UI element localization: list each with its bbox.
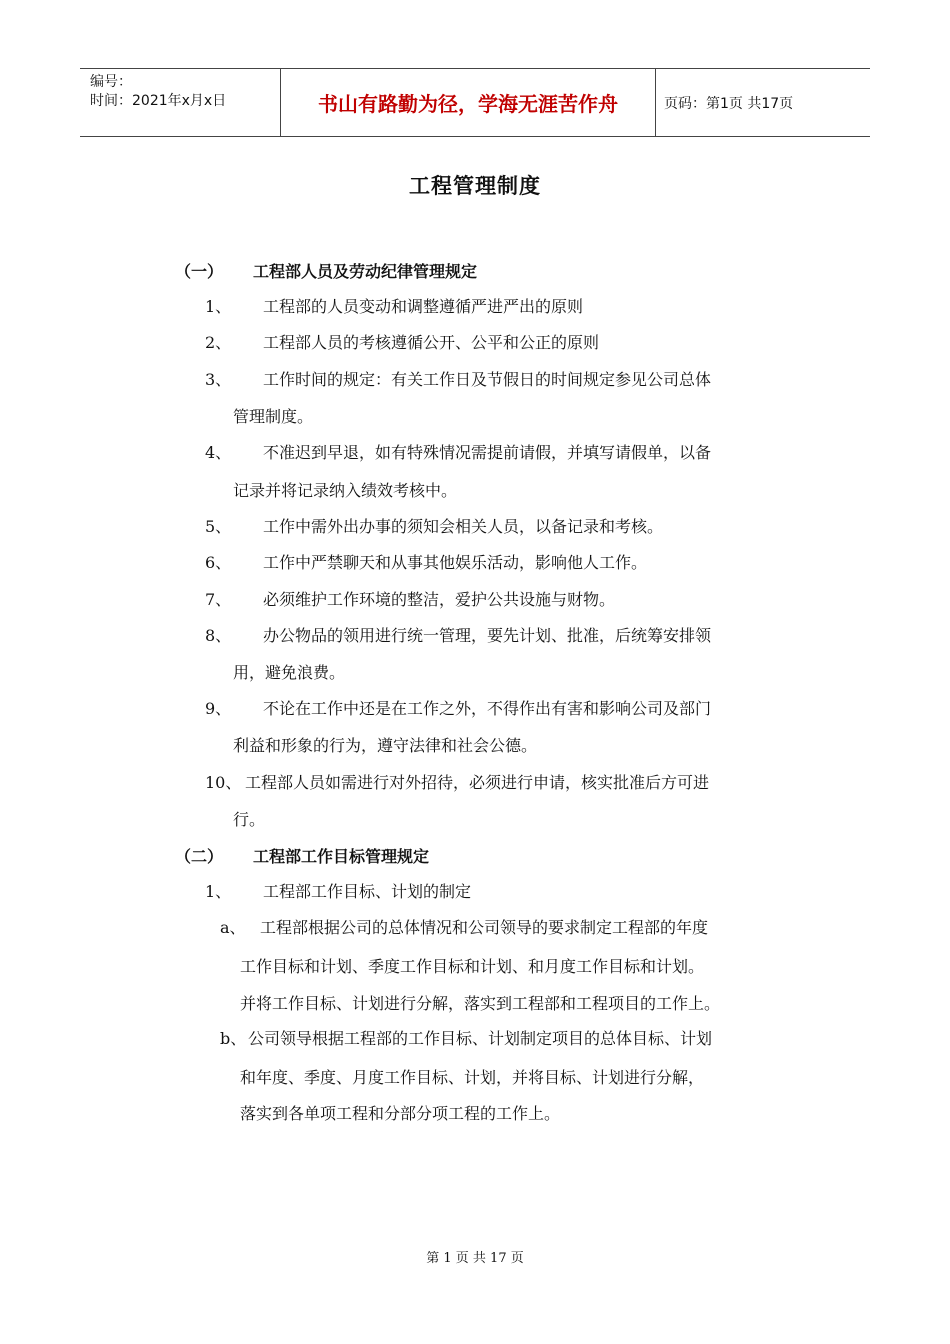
list-item xyxy=(205,624,711,648)
section-title: 工程部人员及劳动纪律管理规定 xyxy=(253,262,478,281)
document-title: 工程管理制度 xyxy=(409,173,541,198)
list-item xyxy=(205,331,599,355)
section-title: 工程部工作目标管理规定 xyxy=(253,847,430,866)
sub-item-letter: a、 xyxy=(220,918,246,937)
sub-item xyxy=(220,916,708,940)
item-text: 工程部人员如需进行对外招待，必须进行申请，核实批准后方可进 xyxy=(245,773,710,792)
item-text: 工作中严禁聊天和从事其他娱乐活动，影响他人工作。 xyxy=(263,553,648,572)
list-item xyxy=(205,441,711,465)
sub-item xyxy=(220,1027,712,1051)
document-code-label: 编号： xyxy=(90,74,132,90)
item-text: 必须维护工作环境的整洁，爱护公共设施与财物。 xyxy=(263,590,616,609)
list-item xyxy=(205,551,647,575)
item-text: 工作时间的规定：有关工作日及节假日的时间规定参见公司总体 xyxy=(263,370,712,389)
item-text: 不论在工作中还是在工作之外，不得作出有害和影响公司及部门 xyxy=(263,699,712,718)
document-date-label: 时间：2021年x月x日 xyxy=(90,93,227,109)
item-continuation: 管理制度。 xyxy=(233,407,314,426)
item-text: 工程部的人员变动和调整遵循严进严出的原则 xyxy=(263,297,584,316)
header-motto: 书山有路勤为径，学海无涯苦作舟 xyxy=(280,69,656,136)
header-table xyxy=(80,68,870,137)
sub-item-continuation: 工作目标和计划、季度工作目标和计划、和月度工作目标和计划。 xyxy=(240,957,705,976)
sub-item-text: 公司领导根据工程部的工作目标、计划制定项目的总体目标、计划 xyxy=(248,1029,713,1048)
item-text: 工程部人员的考核遵循公开、公平和公正的原则 xyxy=(263,333,600,352)
list-item xyxy=(205,588,615,612)
list-item xyxy=(205,515,663,539)
item-number: 1、 xyxy=(205,882,232,901)
item-text: 不准迟到早退，如有特殊情况需提前请假，并填写请假单，以备 xyxy=(263,443,712,462)
header-page-info: 页码：第1页 共17页 xyxy=(664,95,794,112)
item-continuation: 行。 xyxy=(233,810,266,829)
list-item xyxy=(205,697,711,721)
item-number: 2、 xyxy=(205,333,232,352)
section-heading xyxy=(175,845,429,869)
section-number: （二） xyxy=(175,847,224,866)
item-number: 10、 xyxy=(205,773,242,792)
item-continuation: 利益和形象的行为，遵守法律和社会公德。 xyxy=(233,736,538,755)
item-number: 9、 xyxy=(205,699,232,718)
page-footer: 第 1 页 共 17 页 xyxy=(426,1251,524,1266)
item-number: 8、 xyxy=(205,626,232,645)
section-heading xyxy=(175,260,477,284)
header-meta-cell xyxy=(80,69,280,136)
item-number: 4、 xyxy=(205,443,232,462)
item-text: 工作中需外出办事的须知会相关人员，以备记录和考核。 xyxy=(263,517,664,536)
sub-item-text: 工程部根据公司的总体情况和公司领导的要求制定工程部的年度 xyxy=(260,918,709,937)
item-number: 3、 xyxy=(205,370,232,389)
item-text: 工程部工作目标、计划的制定 xyxy=(263,882,472,901)
sub-item-continuation: 和年度、季度、月度工作目标、计划，并将目标、计划进行分解， xyxy=(240,1068,705,1087)
list-item xyxy=(205,368,711,392)
item-number: 7、 xyxy=(205,590,232,609)
section-number: （一） xyxy=(175,262,224,281)
sub-item-continuation: 并将工作目标、计划进行分解，落实到工程部和工程项目的工作上。 xyxy=(240,994,721,1013)
list-item xyxy=(205,880,471,904)
list-item xyxy=(205,295,583,319)
item-continuation: 用，避免浪费。 xyxy=(233,663,346,682)
sub-item-continuation: 落实到各单项工程和分部分项工程的工作上。 xyxy=(240,1104,561,1123)
item-number: 1、 xyxy=(205,297,232,316)
item-text: 办公物品的领用进行统一管理，要先计划、批准，后统筹安排领 xyxy=(263,626,712,645)
item-continuation: 记录并将记录纳入绩效考核中。 xyxy=(233,481,458,500)
item-number: 6、 xyxy=(205,553,232,572)
list-item xyxy=(205,771,709,795)
sub-item-letter: b、 xyxy=(220,1029,247,1048)
item-number: 5、 xyxy=(205,517,232,536)
